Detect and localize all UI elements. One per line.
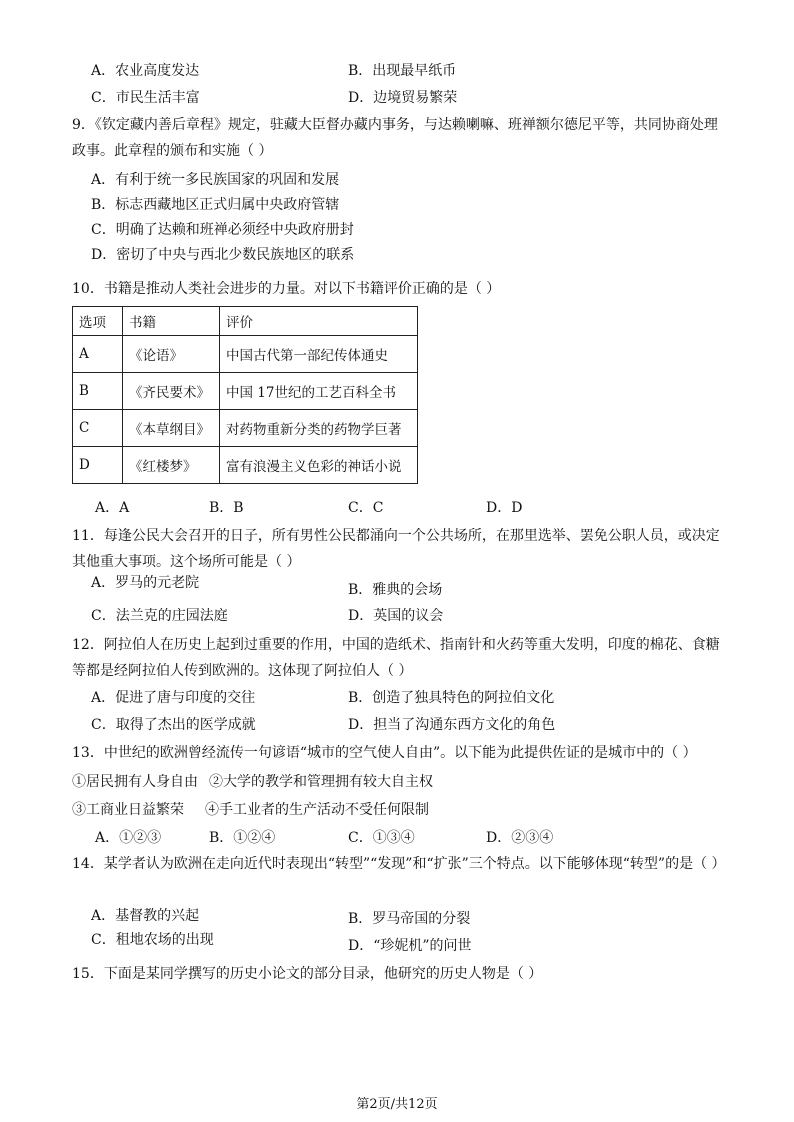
q8-option-b: B．出现最早纸币 [348,63,457,79]
table-header-cell: 评价 [220,307,418,336]
table-cell: 中国古代第一部纪传体通史 [220,336,418,373]
q10-book-table [72,306,418,484]
q13-option-b: B．①②④ [209,830,276,846]
q10-option-d: D．D [486,500,523,516]
q14-option-c: C．租地农场的出现 [91,932,214,948]
q9-option-a: A．有利于统一多民族国家的巩固和发展 [91,172,340,188]
q13-item-2: ②大学的教学和管理拥有较大自主权 [209,774,433,790]
table-cell: 中国 17世纪的工艺百科全书 [220,373,418,410]
q13-item-1: ①居民拥有人身自由 [72,774,198,790]
table-cell: 对药物重新分类的药物学巨著 [220,410,418,447]
table-row [73,336,418,373]
q9-option-c: C．明确了达赖和班禅必须经中央政府册封 [91,222,354,238]
q13-option-d: D．②③④ [486,830,554,846]
q13-option-c: C．①③④ [348,830,415,846]
q12-option-d: D．担当了沟通东西方文化的角色 [348,717,556,733]
table-row [73,447,418,484]
q14-option-d: D．“珍妮机”的问世 [348,938,472,954]
table-cell: 富有浪漫主义色彩的神话小说 [220,447,418,484]
q9-option-b: B．标志西藏地区正式归属中央政府管辖 [91,197,340,213]
q10-option-a: A．A [95,500,130,516]
q11-stem: 11．每逢公民大会召开的日子，所有男性公民都涌向一个公共场所，在那里选举、罢免公职人员，或决定其他重大事项。这个场所可能是（ ） [72,528,720,570]
q8-option-a: A．农业高度发达 [91,63,200,79]
table-cell: A [73,336,123,373]
q11-option-c: C．法兰克的庄园法庭 [91,608,228,624]
table-row [73,373,418,410]
q13-item-4: ④手工业者的生产活动不受任何限制 [205,802,429,818]
q10-stem: 10．书籍是推动人类社会进步的力量。对以下书籍评价正确的是（ ） [72,281,501,297]
table-header-cell: 书籍 [123,307,220,336]
table-cell: 《论语》 [123,336,220,373]
q11-option-a: A．罗马的元老院 [91,575,200,591]
table-cell: B [73,373,123,410]
table-row [73,410,418,447]
q12-option-a: A．促进了唐与印度的交往 [91,690,256,706]
table-header-row [73,307,418,336]
q14-option-b: B．罗马帝国的分裂 [348,911,471,927]
q10-option-b: B．B [209,500,244,516]
q9-stem: 9．《钦定藏内善后章程》规定，驻藏大臣督办藏内事务，与达赖喇嘛、班禅额尔德尼平等，共同协商处理政事。此章程的颁布和实施（ ） [72,117,718,159]
q8-option-d: D．边境贸易繁荣 [348,90,458,106]
q13-stem: 13．中世纪的欧洲曾经流传一句谚语“城市的空气使人自由”。以下能为此提供佐证的是城市中的（ ） [72,745,697,761]
q15-stem: 15．下面是某同学撰写的历史小论文的部分目录，他研究的历史人物是（ ） [72,966,543,982]
table-cell: 《红楼梦》 [123,447,220,484]
table-header-cell: 选项 [73,307,123,336]
table-cell: 《齐民要术》 [123,373,220,410]
q12-option-c: C．取得了杰出的医学成就 [91,717,256,733]
q11-option-b: B．雅典的会场 [348,582,443,598]
q9-option-d: D．密切了中央与西北少数民族地区的联系 [91,247,355,263]
table-cell: D [73,447,123,484]
q12-option-b: B．创造了独具特色的阿拉伯文化 [348,690,555,706]
q12-stem: 12．阿拉伯人在历史上起到过重要的作用，中国的造纸术、指南针和火药等重大发明，印度的棉花、食糖等都是经阿拉伯人传到欧洲的。这体现了阿拉伯人（ ） [72,637,720,679]
q11-option-d: D．英国的议会 [348,608,444,624]
q13-option-a: A．①②③ [95,830,162,846]
q8-option-c: C．市民生活丰富 [91,90,200,106]
q10-option-c: C．C [348,500,384,516]
q13-item-3: ③工商业日益繁荣 [72,802,184,818]
table-cell: C [73,410,123,447]
page-number: 第2页/共12页 [356,1097,438,1112]
table-cell: 《本草纲目》 [123,410,220,447]
q14-option-a: A．基督教的兴起 [91,908,200,924]
q14-stem: 14．某学者认为欧洲在走向近代时表现出“转型”“发现”和“扩张”三个特点。以下能够体现“转型”的是（ ） [72,856,726,872]
